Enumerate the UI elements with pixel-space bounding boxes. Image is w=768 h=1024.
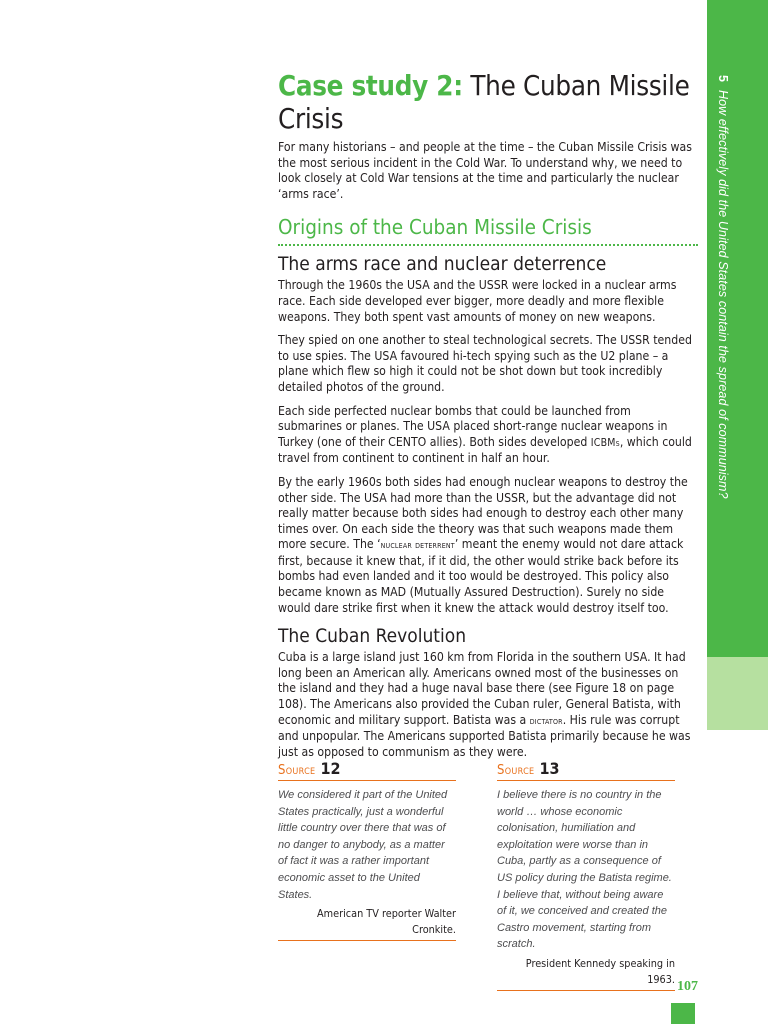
intro-paragraph: For many historians – and people at the time – the Cuban Missile Crisis was the most serious incident in the Cold War. To understand why, we need to look closely at Cold War tensions at the time and particularly the nuclear ‘arms race’.	[278, 140, 692, 201]
source-box-13	[497, 758, 675, 991]
source-number: 12	[320, 759, 341, 778]
source-divider	[497, 990, 675, 991]
source-quote: I believe there is no country in the world … whose economic colonisation, humiliation and exploitation were worse than in Cuba, partly as a consequence of US policy during the Batista regime. I believe that, without being aware of it, we conceived and created the Castro movement, starting from scratch.	[497, 789, 672, 951]
paragraph-text: By the early 1960s both sides had enough nuclear weapons to destroy the other side. The USA had more than the USSR, but the advantage did not really matter because both sides had enough to destroy each other many times over. On each side the theory was that such weapons made them more secure. The ‘	[278, 474, 688, 552]
section-heading: Origins of the Cuban Missile Crisis	[278, 215, 592, 240]
glossary-term: ICBMs	[590, 436, 620, 449]
paragraph-text: Cuba is a large island just 160 km from Florida in the southern USA. It had long been an American ally. Americans owned most of the businesses on the island and they had a huge naval base there (see Figure 18 on page 108). The Americans also provided the Cuban ruler, General Batista, with economic and military support. Batista was a	[278, 650, 686, 727]
page-number: 107	[677, 979, 698, 994]
source-attribution: President Kennedy speaking in 1963.	[525, 956, 675, 986]
source-header	[497, 758, 675, 781]
glossary-term: nuclear deterrent	[380, 539, 455, 552]
sources-area	[278, 758, 698, 986]
source-quote: We considered it part of the United States practically, just a wonderful little country over there that was of no danger to anybody, as a matter of fact it was a rather important economic asset to the United States.	[278, 789, 448, 901]
source-label: Source	[278, 763, 316, 778]
paragraph	[278, 404, 698, 467]
source-box-12	[278, 758, 456, 941]
source-number: 13	[539, 759, 560, 778]
chapter-sidebar-light-block	[707, 657, 768, 730]
subheading-cuban-revolution: The Cuban Revolution	[278, 625, 467, 648]
paragraph: They spied on one another to steal technological secrets. The USSR tended to use spies. The USA favoured hi-tech spying such as the U2 plane – a plane which flew so high it could not be shot down but took incredibly detailed photos of the ground.	[278, 333, 692, 394]
source-header	[278, 758, 456, 781]
paragraph: Through the 1960s the USA and the USSR were locked in a nuclear arms race. Each side developed ever bigger, more deadly and more flexible weapons. They both spent vast amounts of money on new weapons.	[278, 278, 677, 324]
section-divider	[278, 244, 698, 246]
glossary-term: dictator	[529, 714, 563, 727]
chapter-title: How effectively did the United States contain the spread of communism?	[716, 90, 730, 499]
paragraph-text: ’ meant the enemy would not dare attack first, because it knew that, if it did, the other would strike back before its bombs had even landed and it too would be destroyed. This policy also became known as MAD (Mutually Assured Destruction). Surely no side would dare strike first when it knew the attack would destroy itself too.	[278, 537, 684, 615]
case-study-title: The Cuban Missile Crisis	[278, 70, 690, 135]
paragraph-text: Each side perfected nuclear bombs that could be launched from submarines or planes. The USA placed short-range nuclear weapons in Turkey (one of their CENTO allies). Both sides developed	[278, 403, 668, 449]
page-tab-marker	[671, 1003, 695, 1024]
paragraph	[278, 650, 698, 760]
chapter-sidebar-title	[707, 75, 736, 635]
page-title	[278, 70, 698, 136]
case-study-label: Case study 2:	[278, 70, 463, 102]
chapter-number: 5	[716, 75, 730, 83]
source-label: Source	[497, 763, 535, 778]
paragraph-text: . His rule was corrupt and unpopular. The Americans supported Batista primarily because he was just as opposed to communism as they were.	[278, 712, 691, 759]
main-content	[278, 70, 698, 768]
paragraph	[278, 475, 698, 616]
source-divider	[278, 940, 456, 941]
source-attribution: American TV reporter Walter Cronkite.	[317, 907, 456, 936]
paragraph-text: , which could travel from continent to continent in half an hour.	[278, 434, 692, 466]
subheading-arms-race: The arms race and nuclear deterrence	[278, 253, 607, 276]
